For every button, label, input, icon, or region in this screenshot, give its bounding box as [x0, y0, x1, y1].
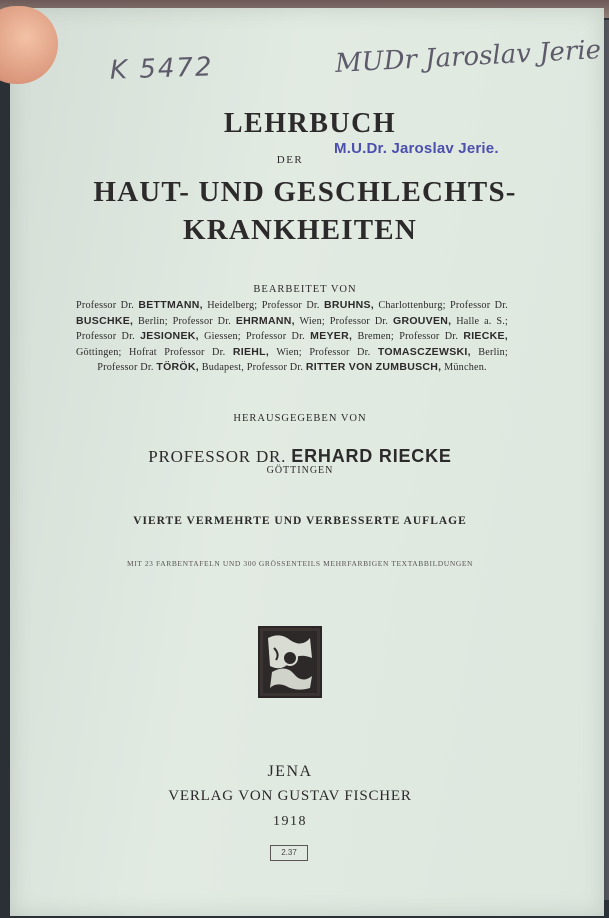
- owner-stamp: M.U.Dr. Jaroslav Jerie.: [334, 140, 499, 157]
- publisher-emblem: [258, 626, 322, 698]
- contributor-entry: [97, 362, 247, 373]
- contributor-name: RITTER VON ZUMBUSCH,: [305, 361, 442, 374]
- contributor-name: BRUHNS,: [324, 299, 374, 311]
- contributor-place: Wien;: [294, 315, 330, 327]
- title-line-1: LEHRBUCH: [223, 108, 397, 139]
- contributor-title: Professor Dr.: [329, 315, 393, 327]
- contributor-title: Hofrat Professor Dr.: [129, 346, 233, 358]
- title-line-3: KRANKHEITEN: [183, 214, 417, 246]
- contributor-name: TOMASCZEWSKI,: [377, 345, 471, 358]
- contributor-place: Berlin;: [470, 346, 508, 358]
- imprint-place: JENA: [267, 763, 313, 780]
- contributor-place: Bremen;: [352, 331, 400, 343]
- contributor-title: Professor Dr.: [76, 331, 141, 343]
- contributor-name: GROUVEN,: [392, 314, 452, 327]
- handwritten-call-number: K 5472: [109, 52, 214, 86]
- contributor-place: Berlin;: [133, 315, 173, 327]
- emblem-icon: [260, 628, 320, 696]
- contributor-title: Professor Dr.: [76, 300, 139, 311]
- contributor-place: Halle a. S.;: [451, 315, 509, 327]
- contributor-title: Professor Dr.: [246, 331, 311, 343]
- shelf-label: 2.37: [270, 845, 308, 861]
- contributor-place: München.: [441, 362, 487, 374]
- title-connector: DER: [276, 154, 304, 166]
- title-line-2: HAUT- UND GESCHLECHTS-: [93, 176, 517, 208]
- contributor-entry: [129, 347, 309, 358]
- contributor-name: BETTMANN,: [138, 299, 203, 311]
- contributor-place: Göttingen;: [76, 346, 130, 358]
- imprint-publisher: VERLAG VON GUSTAV FISCHER: [168, 788, 412, 804]
- contributors-list: [76, 298, 508, 376]
- editor-title: PROFESSOR DR.: [148, 447, 287, 466]
- editor-place: GÖTTINGEN: [266, 465, 334, 476]
- contributor-entry: [76, 300, 262, 311]
- editor-name: ERHARD RIECKE: [291, 446, 452, 466]
- bearbeitet-label: BEARBEITET VON: [253, 284, 357, 295]
- contributor-place: Heidelberg;: [202, 300, 262, 311]
- contributor-entry: [246, 331, 399, 342]
- contributor-entry: [247, 362, 487, 373]
- illustrations-note: MIT 23 FARBENTAFELN UND 300 GRÖSSENTEILS MEHRFARBIGEN TEXTABBILDUNGEN: [126, 559, 474, 568]
- contributor-title: Professor Dr.: [261, 300, 325, 311]
- herausgegeben-label: HERAUSGEGEBEN VON: [233, 413, 367, 424]
- contributor-title: Professor Dr.: [172, 315, 236, 327]
- contributor-title: Professor Dr.: [97, 362, 157, 374]
- contributor-name: BUSCHKE,: [76, 314, 134, 327]
- contributor-name: MEYER,: [310, 330, 353, 343]
- contributor-entry: [76, 331, 246, 342]
- contributor-title: Professor Dr.: [450, 300, 509, 311]
- contributor-entry: [262, 300, 450, 311]
- contributor-entry: [309, 347, 508, 358]
- contributor-name: EHRMANN,: [235, 314, 295, 327]
- contributor-place: Charlottenburg;: [373, 300, 451, 311]
- contributor-entry: [173, 316, 330, 327]
- contributor-name: TÖRÖK,: [156, 361, 199, 374]
- contributor-name: JESIONEK,: [140, 330, 199, 343]
- contributor-title: Professor Dr.: [399, 331, 464, 343]
- editor-line: [90, 446, 510, 467]
- contributor-place: Giessen;: [198, 331, 247, 343]
- title-page: [10, 8, 604, 916]
- contributor-place: Wien;: [269, 346, 310, 358]
- contributor-entry: [330, 316, 508, 327]
- contributor-name: RIECKE,: [463, 330, 509, 343]
- imprint-year: 1918: [273, 814, 307, 829]
- contributor-name: RIEHL,: [232, 345, 270, 358]
- contributor-title: Professor Dr.: [309, 346, 378, 358]
- contributor-title: Professor Dr.: [246, 362, 306, 374]
- contributor-place: Budapest,: [199, 362, 247, 374]
- edition-statement: VIERTE VERMEHRTE UND VERBESSERTE AUFLAGE: [133, 515, 467, 527]
- handwritten-signature: MUDr Jaroslav Jerie: [334, 35, 602, 79]
